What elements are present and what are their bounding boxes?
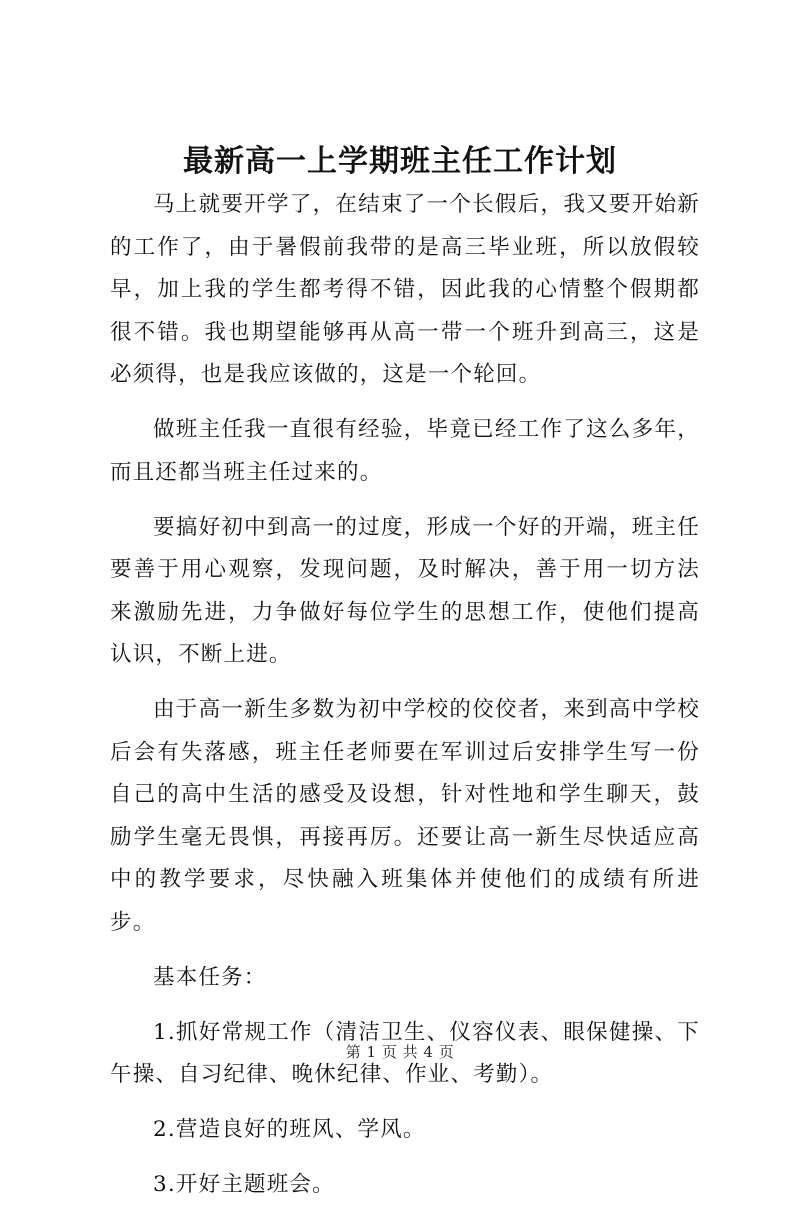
document-body [110,184,700,1219]
task-item-1: 1.抓好常规工作（清洁卫生、仪容仪表、眼保健操、下午操、自习纪律、晚休纪律、作业、考勤）。 [110,1019,700,1087]
document-title: 最新高一上学期班主任工作计划 [183,144,617,179]
task-item-2: 2.营造良好的班风、学风。 [153,1117,426,1142]
section-heading-basic-tasks: 基本任务： [153,964,267,990]
paragraph-4: 由于高一新生多数为初中学校的佼佼者，来到高中学校后会有失落感，班主任老师要在军训过后安排学生写一份自己的高中生活的感受及设想，针对性地和学生聊天，鼓励学生毫无畏惧，再接再厉。还要让高一新生尽快适应高中的教学要求，尽快融入班集体并使他们的成绩有所进步。 [110,697,700,935]
paragraph-1: 马上就要开学了，在结束了一个长假后，我又要开始新的工作了，由于暑假前我带的是高三毕业班，所以放假较早，加上我的学生都考得不错，因此我的心情整个假期都很不错。我也期望能够再从高一带一个班升到高三，这是必须得，也是我应该做的，这是一个轮回。 [110,192,700,387]
paragraph-2: 做班主任我一直很有经验，毕竟已经工作了这么多年，而且还都当班主任过来的。 [110,417,700,485]
paragraph-3: 要搞好初中到高一的过度，形成一个好的开端，班主任要善于用心观察，发现问题，及时解决，善于用一切方法来激励先进，力争做好每位学生的思想工作，使他们提高认识，不断上进。 [110,514,700,667]
task-item-3: 3.开好主题班会。 [153,1172,335,1197]
page-footer: 第 1 页 共 4 页 [345,1043,455,1061]
